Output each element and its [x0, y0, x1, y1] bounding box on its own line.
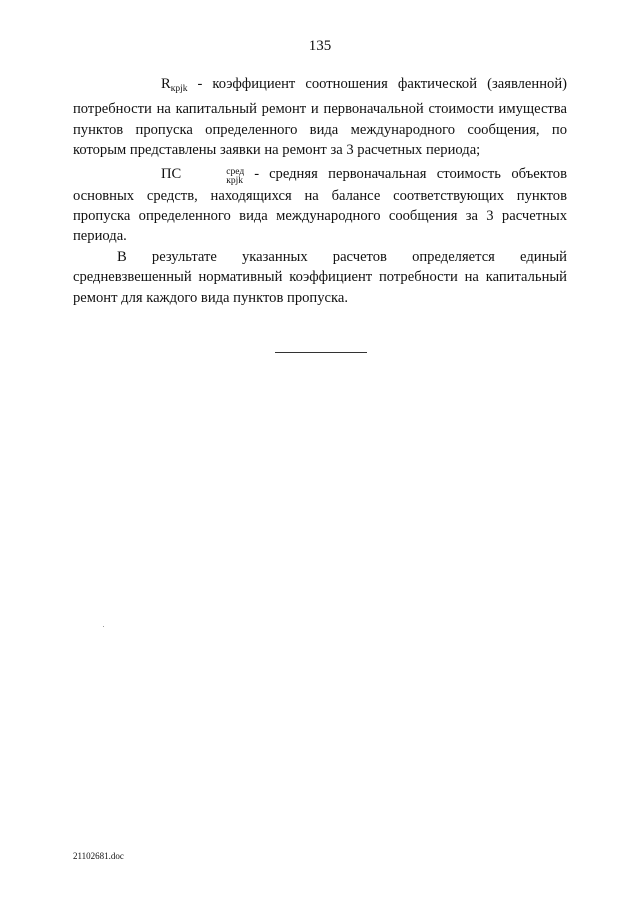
scan-mark: [103, 626, 104, 627]
ps-dash: -: [254, 165, 260, 182]
ps-subscript: кpjk: [226, 175, 244, 186]
definition-r-paragraph: [73, 74, 567, 161]
ps-superscript: сред: [226, 166, 245, 177]
r-definition-text: коэффициент соотношения фактической (заявленной) потребности на капитальный ремонт и первоначальной стоимости имущества пунктов пропуска определенного вида международного сообщения, по которым представлены заявки на ремонт за 3 расчетных периода;: [73, 76, 567, 159]
r-dash: -: [197, 76, 203, 92]
document-body: [73, 74, 567, 308]
r-subscript: кpjk: [170, 84, 188, 94]
r-symbol: $R_{кpjk}$: [161, 76, 188, 94]
footer-doc-code: 21102681.doc: [73, 851, 124, 861]
page-number: 135: [308, 38, 332, 54]
definition-ps-paragraph: [73, 164, 567, 247]
ps-sup-sub: [182, 168, 244, 186]
ps-symbol: ПС сред кpjk: [161, 165, 245, 186]
separator-line: [275, 352, 367, 353]
ps-definition-text: средняя первоначальная стоимость объектов основных средств, находящихся на балансе соответствующих пунктов пропуска определенного вида международного сообщения за 3 расчетных периода.: [73, 165, 567, 245]
conclusion-paragraph: В результате указанных расчетов определяется единый средневзвешенный нормативный коэффициент потребности на капитальный ремонт для каждого вида пунктов пропуска.: [73, 248, 567, 306]
